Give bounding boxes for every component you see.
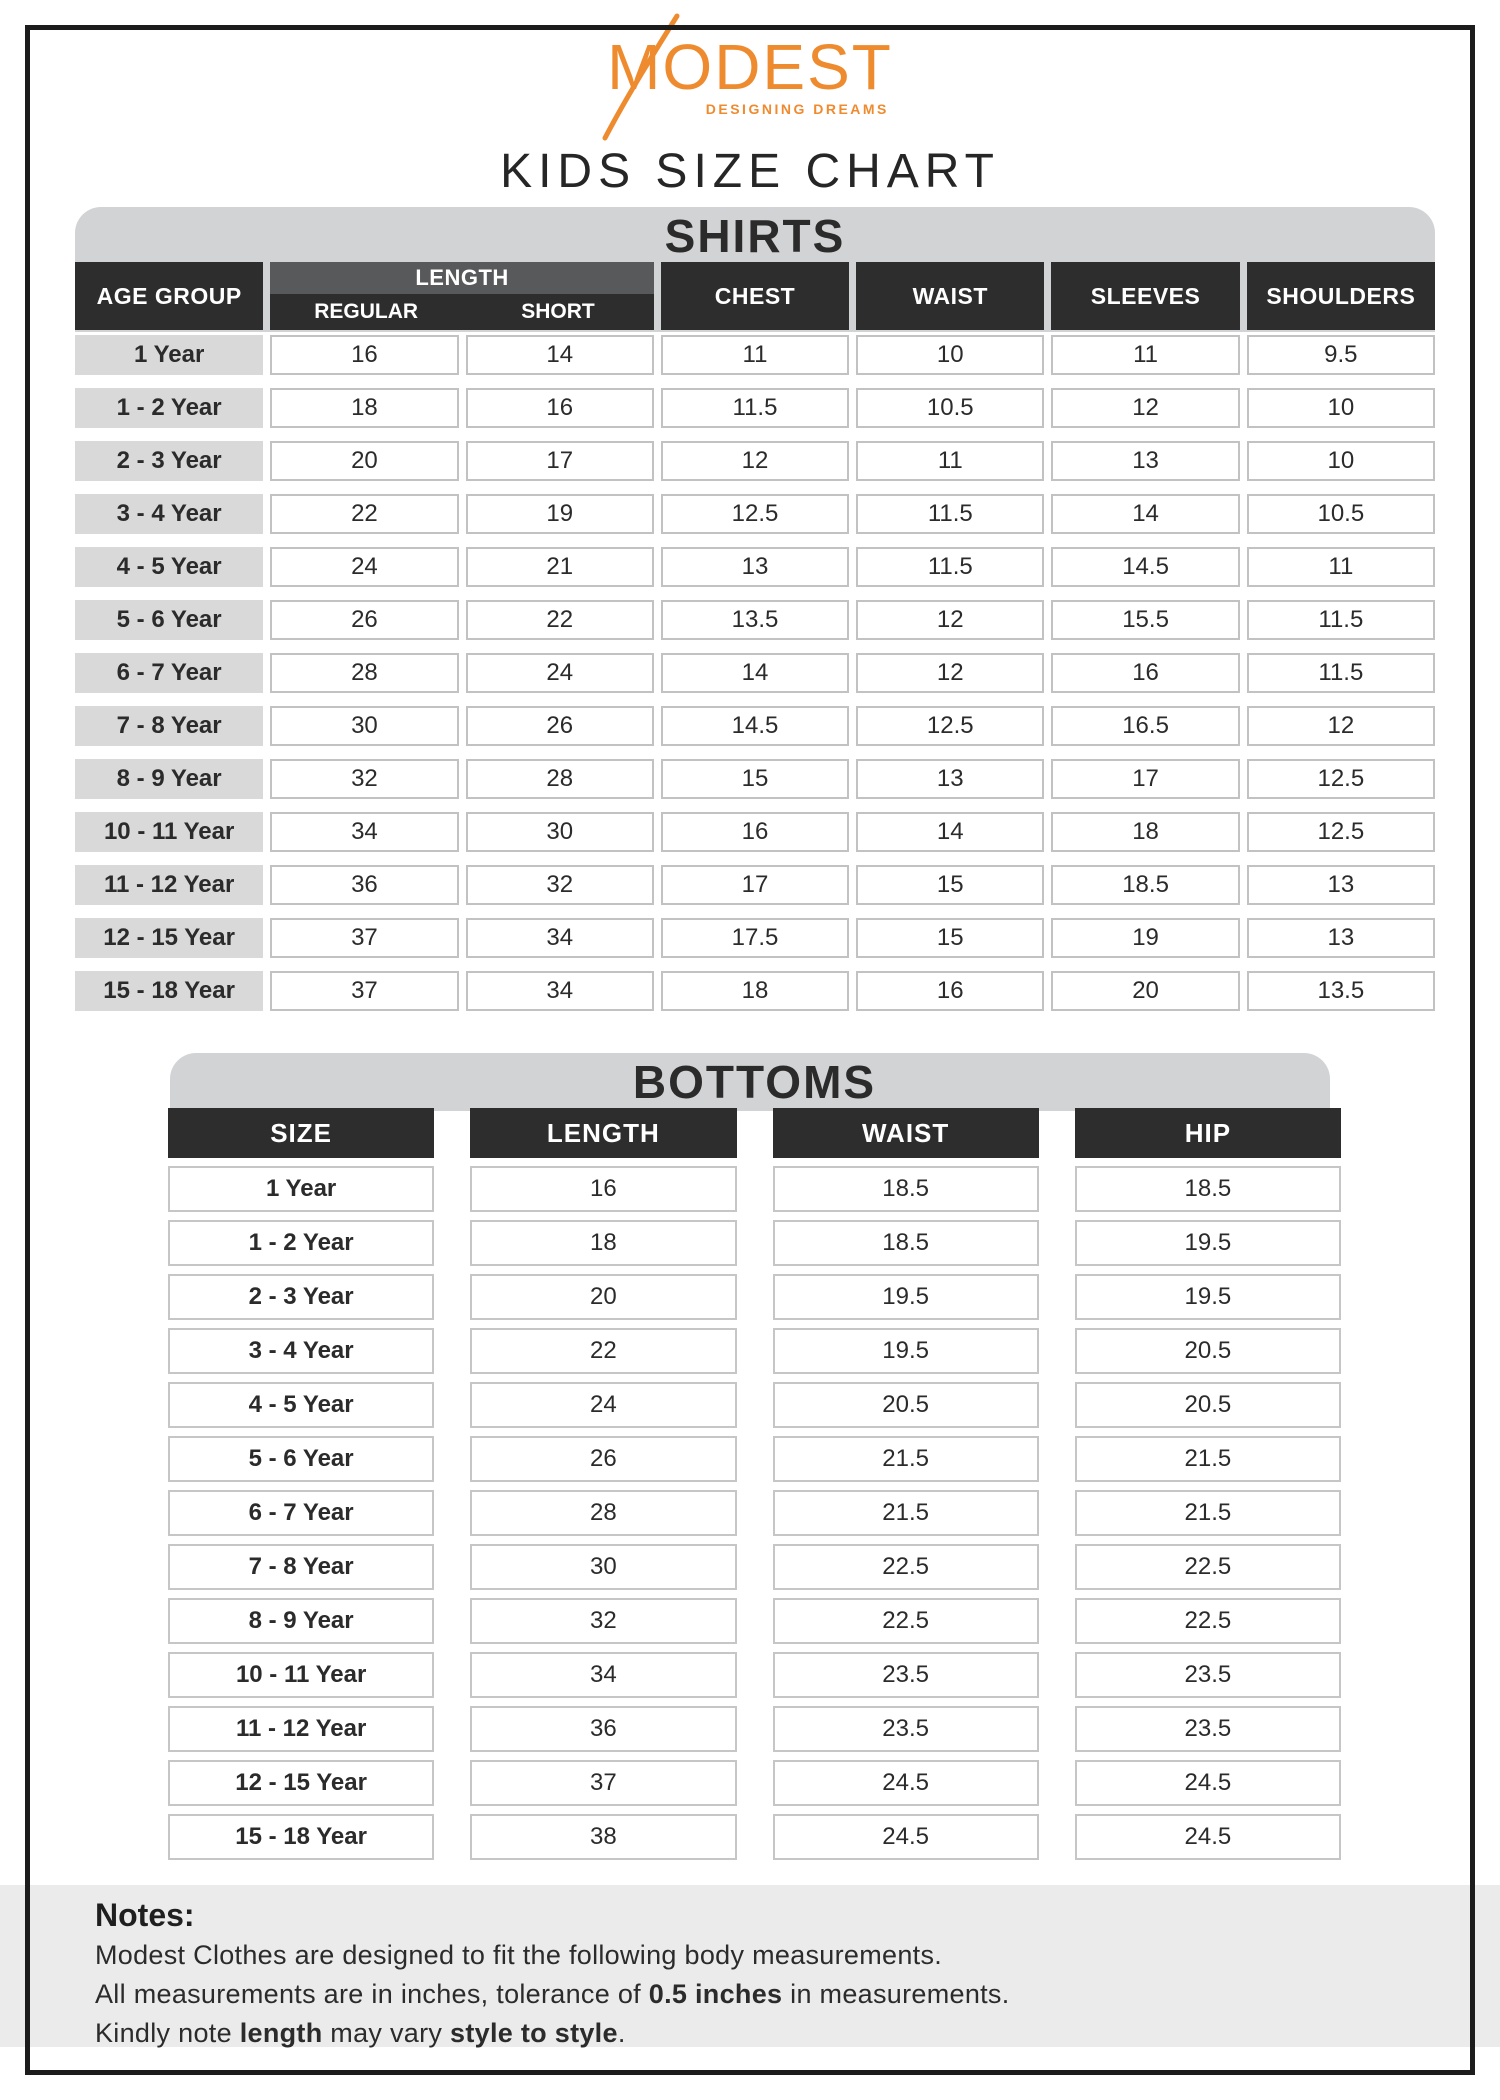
bottoms-cell-hip: 19.5 [1075, 1220, 1341, 1266]
shirts-cell-chest: 17 [661, 865, 849, 905]
bottoms-cell-waist: 24.5 [773, 1760, 1039, 1806]
shirts-cell-short: 21 [466, 547, 654, 587]
shirts-cell-waist: 11 [856, 441, 1044, 481]
shirts-cell-sleeves: 19 [1051, 918, 1239, 958]
shirts-cell-waist: 10.5 [856, 388, 1044, 428]
shirts-cell-chest: 13 [661, 547, 849, 587]
shirts-cell-short: 22 [466, 600, 654, 640]
shirts-cell-short: 26 [466, 706, 654, 746]
shirts-cell-waist: 11.5 [856, 547, 1044, 587]
shirts-cell-short: 30 [466, 812, 654, 852]
bottoms-header-waist: WAIST [773, 1108, 1039, 1158]
shirts-row-label: 4 - 5 Year [75, 547, 263, 587]
bottoms-header-length: LENGTH [470, 1108, 736, 1158]
bottoms-cell-waist: 24.5 [773, 1814, 1039, 1860]
bottoms-cell-hip: 24.5 [1075, 1760, 1341, 1806]
shirts-cell-sleeves: 18.5 [1051, 865, 1239, 905]
shirts-cell-sleeves: 12 [1051, 388, 1239, 428]
shirts-cell-shoulders: 10 [1247, 441, 1435, 481]
bottoms-cell-waist: 19.5 [773, 1274, 1039, 1320]
shirts-cell-regular: 18 [270, 388, 458, 428]
bottoms-row-label: 4 - 5 Year [168, 1382, 434, 1428]
bottoms-row-label: 2 - 3 Year [168, 1274, 434, 1320]
shirts-cell-short: 24 [466, 653, 654, 693]
shirts-cell-sleeves: 20 [1051, 971, 1239, 1011]
note-line: Modest Clothes are designed to fit the following body measurements. [95, 1940, 943, 1970]
brand-tagline: DESIGNING DREAMS [705, 101, 889, 118]
bottoms-section [168, 1053, 1341, 1860]
bottoms-cell-hip: 23.5 [1075, 1652, 1341, 1698]
bottoms-cell-waist: 20.5 [773, 1382, 1039, 1428]
bottoms-cell-hip: 22.5 [1075, 1598, 1341, 1644]
shirts-cell-chest: 11.5 [661, 388, 849, 428]
shirts-row-label: 1 - 2 Year [75, 388, 263, 428]
shirts-cell-short: 17 [466, 441, 654, 481]
shirts-cell-chest: 12 [661, 441, 849, 481]
shirts-row-label: 8 - 9 Year [75, 759, 263, 799]
shirts-cell-regular: 28 [270, 653, 458, 693]
shirts-section [75, 207, 1435, 1011]
bottoms-cell-waist: 22.5 [773, 1544, 1039, 1590]
bottoms-cell-waist: 18.5 [773, 1166, 1039, 1212]
bottoms-cell-length: 24 [470, 1382, 736, 1428]
bottoms-cell-hip: 21.5 [1075, 1490, 1341, 1536]
shirts-cell-sleeves: 15.5 [1051, 600, 1239, 640]
shirts-cell-waist: 10 [856, 335, 1044, 375]
shirts-cell-shoulders: 12 [1247, 706, 1435, 746]
shirts-header-regular: REGULAR [314, 300, 419, 323]
shirts-cell-waist: 13 [856, 759, 1044, 799]
shirts-header-length-group [270, 262, 654, 330]
shirts-cell-regular: 37 [270, 971, 458, 1011]
bottoms-cell-waist: 22.5 [773, 1598, 1039, 1644]
shirts-cell-sleeves: 16 [1051, 653, 1239, 693]
bottoms-cell-hip: 20.5 [1075, 1328, 1341, 1374]
shirts-cell-chest: 15 [661, 759, 849, 799]
shirts-cell-waist: 15 [856, 865, 1044, 905]
bottoms-row-label: 7 - 8 Year [168, 1544, 434, 1590]
bottoms-row-label: 15 - 18 Year [168, 1814, 434, 1860]
shirts-cell-short: 34 [466, 971, 654, 1011]
shirts-table-body [75, 335, 1435, 1011]
shirts-cell-short: 34 [466, 918, 654, 958]
bottoms-table-body [168, 1166, 1341, 1860]
shirts-section-title: SHIRTS [664, 210, 846, 262]
bottoms-cell-hip: 22.5 [1075, 1544, 1341, 1590]
shirts-header-row [75, 262, 1435, 330]
bottoms-row-label: 10 - 11 Year [168, 1652, 434, 1698]
logo-swoosh-icon [591, 12, 683, 142]
shirts-cell-shoulders: 11 [1247, 547, 1435, 587]
shirts-row-label: 6 - 7 Year [75, 653, 263, 693]
bottoms-section-title: BOTTOMS [632, 1056, 877, 1108]
shirts-cell-chest: 14 [661, 653, 849, 693]
shirts-cell-short: 16 [466, 388, 654, 428]
shirts-cell-short: 28 [466, 759, 654, 799]
shirts-cell-sleeves: 11 [1051, 335, 1239, 375]
shirts-header-chest: CHEST [661, 262, 849, 330]
bottoms-row-label: 1 - 2 Year [168, 1220, 434, 1266]
notes-heading: Notes: [95, 1897, 195, 1933]
shirts-cell-regular: 36 [270, 865, 458, 905]
shirts-cell-chest: 18 [661, 971, 849, 1011]
shirts-cell-shoulders: 10 [1247, 388, 1435, 428]
shirts-cell-shoulders: 13 [1247, 865, 1435, 905]
notes-panel [0, 1885, 1500, 2047]
brand-name: MODEST [607, 31, 893, 103]
shirts-cell-waist: 14 [856, 812, 1044, 852]
bottoms-cell-length: 36 [470, 1706, 736, 1752]
bottoms-cell-length: 28 [470, 1490, 736, 1536]
shirts-cell-regular: 34 [270, 812, 458, 852]
shirts-cell-shoulders: 12.5 [1247, 812, 1435, 852]
bottoms-cell-waist: 19.5 [773, 1328, 1039, 1374]
shirts-cell-regular: 22 [270, 494, 458, 534]
bottoms-row-label: 12 - 15 Year [168, 1760, 434, 1806]
shirts-cell-shoulders: 11.5 [1247, 653, 1435, 693]
bottoms-header-hip: HIP [1075, 1108, 1341, 1158]
shirts-cell-regular: 16 [270, 335, 458, 375]
bottoms-cell-hip: 21.5 [1075, 1436, 1341, 1482]
bottoms-cell-hip: 18.5 [1075, 1166, 1341, 1212]
shirts-row-label: 3 - 4 Year [75, 494, 263, 534]
shirts-row-label: 5 - 6 Year [75, 600, 263, 640]
bottoms-row-label: 1 Year [168, 1166, 434, 1212]
bottoms-cell-waist: 18.5 [773, 1220, 1039, 1266]
shirts-cell-shoulders: 11.5 [1247, 600, 1435, 640]
shirts-cell-chest: 17.5 [661, 918, 849, 958]
shirts-cell-sleeves: 14 [1051, 494, 1239, 534]
bottoms-row-label: 8 - 9 Year [168, 1598, 434, 1644]
bottoms-row-label: 6 - 7 Year [168, 1490, 434, 1536]
bottoms-cell-length: 34 [470, 1652, 736, 1698]
bottoms-cell-waist: 21.5 [773, 1436, 1039, 1482]
shirts-cell-short: 14 [466, 335, 654, 375]
shirts-cell-sleeves: 16.5 [1051, 706, 1239, 746]
shirts-header-sleeves: SLEEVES [1051, 262, 1239, 330]
shirts-cell-sleeves: 18 [1051, 812, 1239, 852]
shirts-row-label: 10 - 11 Year [75, 812, 263, 852]
shirts-row-label: 1 Year [75, 335, 263, 375]
shirts-cell-waist: 15 [856, 918, 1044, 958]
shirts-cell-short: 32 [466, 865, 654, 905]
shirts-cell-sleeves: 17 [1051, 759, 1239, 799]
bottoms-cell-hip: 24.5 [1075, 1814, 1341, 1860]
page-title: KIDS SIZE CHART [500, 145, 1000, 198]
shirts-cell-shoulders: 10.5 [1247, 494, 1435, 534]
shirts-cell-regular: 30 [270, 706, 458, 746]
shirts-cell-shoulders: 13 [1247, 918, 1435, 958]
shirts-cell-waist: 16 [856, 971, 1044, 1011]
shirts-cell-waist: 12 [856, 653, 1044, 693]
shirts-cell-shoulders: 9.5 [1247, 335, 1435, 375]
bottoms-cell-length: 38 [470, 1814, 736, 1860]
shirts-header-short: SHORT [521, 300, 595, 323]
shirts-cell-regular: 37 [270, 918, 458, 958]
bottoms-cell-waist: 21.5 [773, 1490, 1039, 1536]
shirts-row-label: 12 - 15 Year [75, 918, 263, 958]
bottoms-header-size: SIZE [168, 1108, 434, 1158]
note-line: All measurements are in inches, tolerance of 0.5 inches in measurements. [95, 1979, 1010, 2009]
shirts-cell-regular: 32 [270, 759, 458, 799]
bottoms-cell-hip: 19.5 [1075, 1274, 1341, 1320]
shirts-cell-chest: 12.5 [661, 494, 849, 534]
shirts-cell-shoulders: 13.5 [1247, 971, 1435, 1011]
bottoms-cell-waist: 23.5 [773, 1706, 1039, 1752]
bottoms-cell-hip: 23.5 [1075, 1706, 1341, 1752]
shirts-row-label: 11 - 12 Year [75, 865, 263, 905]
bottoms-cell-length: 30 [470, 1544, 736, 1590]
shirts-header-age-group: AGE GROUP [75, 262, 263, 330]
notes-lines [95, 1940, 1500, 2049]
shirts-row-label: 7 - 8 Year [75, 706, 263, 746]
shirts-header-waist: WAIST [856, 262, 1044, 330]
shirts-cell-waist: 12.5 [856, 706, 1044, 746]
bottoms-cell-length: 20 [470, 1274, 736, 1320]
bottoms-header-row [168, 1108, 1341, 1158]
bottoms-cell-waist: 23.5 [773, 1652, 1039, 1698]
shirts-header-length: LENGTH [270, 262, 654, 294]
bottoms-cell-length: 18 [470, 1220, 736, 1266]
shirts-cell-shoulders: 12.5 [1247, 759, 1435, 799]
bottoms-row-label: 3 - 4 Year [168, 1328, 434, 1374]
shirts-header-shoulders: SHOULDERS [1247, 262, 1435, 330]
shirts-cell-waist: 11.5 [856, 494, 1044, 534]
shirts-cell-regular: 20 [270, 441, 458, 481]
bottoms-cell-length: 16 [470, 1166, 736, 1212]
shirts-cell-waist: 12 [856, 600, 1044, 640]
note-line: Kindly note length may vary style to style. [95, 2018, 626, 2048]
shirts-cell-chest: 11 [661, 335, 849, 375]
shirts-cell-chest: 13.5 [661, 600, 849, 640]
shirts-cell-sleeves: 13 [1051, 441, 1239, 481]
bottoms-cell-length: 26 [470, 1436, 736, 1482]
shirts-cell-chest: 14.5 [661, 706, 849, 746]
shirts-cell-regular: 26 [270, 600, 458, 640]
bottoms-cell-length: 32 [470, 1598, 736, 1644]
bottoms-cell-length: 37 [470, 1760, 736, 1806]
logo [0, 31, 1500, 118]
bottoms-cell-length: 22 [470, 1328, 736, 1374]
shirts-row-label: 15 - 18 Year [75, 971, 263, 1011]
shirts-row-label: 2 - 3 Year [75, 441, 263, 481]
shirts-cell-sleeves: 14.5 [1051, 547, 1239, 587]
bottoms-row-label: 11 - 12 Year [168, 1706, 434, 1752]
shirts-cell-chest: 16 [661, 812, 849, 852]
bottoms-cell-hip: 20.5 [1075, 1382, 1341, 1428]
bottoms-row-label: 5 - 6 Year [168, 1436, 434, 1482]
shirts-cell-short: 19 [466, 494, 654, 534]
shirts-cell-regular: 24 [270, 547, 458, 587]
